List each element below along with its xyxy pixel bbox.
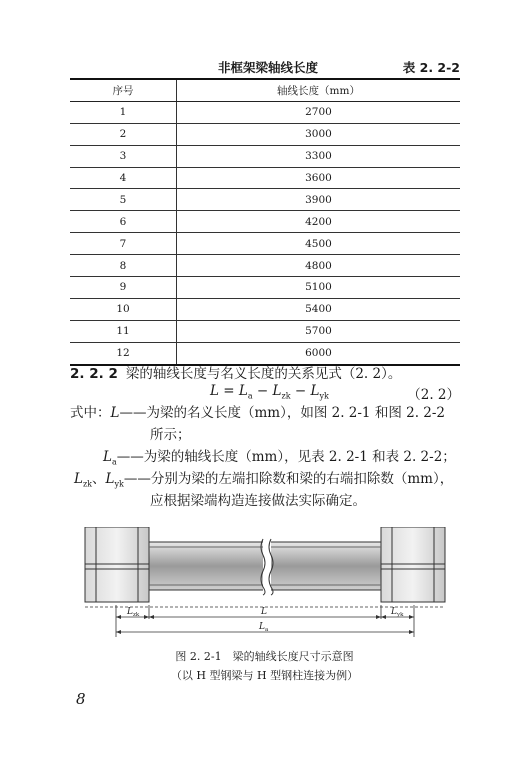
equation-number: （2. 2） — [407, 387, 460, 403]
cell-length: 2700 — [177, 101, 461, 123]
table-row — [70, 298, 460, 320]
symbol-L: L — [110, 405, 120, 421]
section-number: 2. 2. 2 — [70, 366, 118, 382]
cell-length: 4500 — [177, 233, 461, 255]
cell-length: 4800 — [177, 255, 461, 277]
formula-La: L — [238, 383, 248, 399]
cell-length: 3000 — [177, 123, 461, 145]
cell-index: 9 — [70, 277, 177, 299]
cell-length: 3900 — [177, 189, 461, 211]
table-row — [70, 320, 460, 342]
symbol-Lyk: $L_{yk}$ — [105, 471, 124, 489]
cell-index: 2 — [70, 123, 177, 145]
formula-Lzk-sub: zk — [281, 391, 291, 401]
cell-index: 12 — [70, 342, 177, 364]
definition-L-text: ——为梁的名义长度（mm），如图 2. 2-1 和图 2. 2-2 — [119, 405, 446, 421]
cell-index: 11 — [70, 320, 177, 342]
cell-index: 3 — [70, 145, 177, 167]
table-row — [70, 101, 460, 123]
beam-length-table — [70, 78, 460, 366]
cell-length: 3300 — [177, 145, 461, 167]
formula-minus: − — [290, 383, 311, 399]
table-number: 表 2. 2-2 — [402, 60, 460, 75]
cell-index: 6 — [70, 211, 177, 233]
table-row — [70, 167, 460, 189]
figure-subcaption: （以 H 型钢梁与 H 型钢柱连接为例） — [170, 669, 359, 682]
cell-index: 7 — [70, 233, 177, 255]
formula-Lzk: L — [272, 383, 282, 399]
right-column — [381, 527, 445, 602]
cell-index: 8 — [70, 255, 177, 277]
figure-caption: 图 2. 2-1 梁的轴线长度尺寸示意图 — [175, 650, 354, 663]
table-row — [70, 189, 460, 211]
symbol-La: $L_a$ — [103, 449, 117, 467]
table-caption — [70, 58, 460, 76]
label-Lzk: $L_{zk}$ — [127, 607, 140, 618]
cell-index: 1 — [70, 101, 177, 123]
table-row — [70, 233, 460, 255]
section-text: 梁的轴线长度与名义长度的关系见式（2. 2）。 — [125, 366, 402, 382]
formula-Lyk: L — [310, 383, 320, 399]
formula-Lyk-sub: yk — [319, 391, 329, 401]
table-row — [70, 255, 460, 277]
definition-L-continued: 所示； — [150, 427, 191, 443]
definition-prefix: 式中： — [70, 405, 111, 421]
cell-length: 5700 — [177, 320, 461, 342]
formula-equals: = — [218, 383, 239, 399]
cell-length: 5400 — [177, 298, 461, 320]
formula — [210, 383, 329, 401]
cell-index: 10 — [70, 298, 177, 320]
definition-Lzk-continued: 应根据梁端构造连接做法实际确定。 — [150, 493, 366, 509]
label-L: L — [261, 607, 267, 617]
table-header-row — [70, 79, 460, 101]
page-number: 8 — [76, 690, 86, 708]
table-title: 非框架梁轴线长度 — [218, 60, 319, 75]
table-row — [70, 211, 460, 233]
beam-diagram — [83, 527, 448, 642]
table-row — [70, 123, 460, 145]
cell-index: 4 — [70, 167, 177, 189]
definition-Lzk-text: ——分别为梁的左端扣除数和梁的右端扣除数（mm）， — [123, 471, 454, 487]
header-index: 序号 — [70, 79, 177, 101]
definition-L — [70, 402, 445, 424]
definition-Lzk-Lyk: $L_{zk}$、$L_{yk}——$分别为梁的左端扣除数和梁的右端扣除数（mm）， — [74, 471, 454, 489]
cell-length: 4200 — [177, 211, 461, 233]
label-La: $L_a$ — [259, 622, 269, 633]
table-row — [70, 277, 460, 299]
definition-La-text: ——为梁的轴线长度（mm），见表 2. 2-1 和表 2. 2-2； — [116, 449, 456, 465]
steel-beam — [149, 537, 381, 595]
cell-length: 6000 — [177, 342, 461, 364]
left-column — [85, 527, 149, 602]
cell-length: 3600 — [177, 167, 461, 189]
label-Lyk: $L_{yk}$ — [391, 607, 404, 618]
section-heading — [70, 362, 401, 382]
cell-index: 5 — [70, 189, 177, 211]
table-row — [70, 145, 460, 167]
formula-minus: − — [252, 383, 273, 399]
cell-length: 5100 — [177, 277, 461, 299]
formula-L: L — [210, 383, 219, 399]
symbol-Lzk: $L_{zk}$ — [74, 471, 93, 489]
formula-La-sub: a — [247, 391, 253, 401]
header-length: 轴线长度（mm） — [177, 79, 461, 101]
